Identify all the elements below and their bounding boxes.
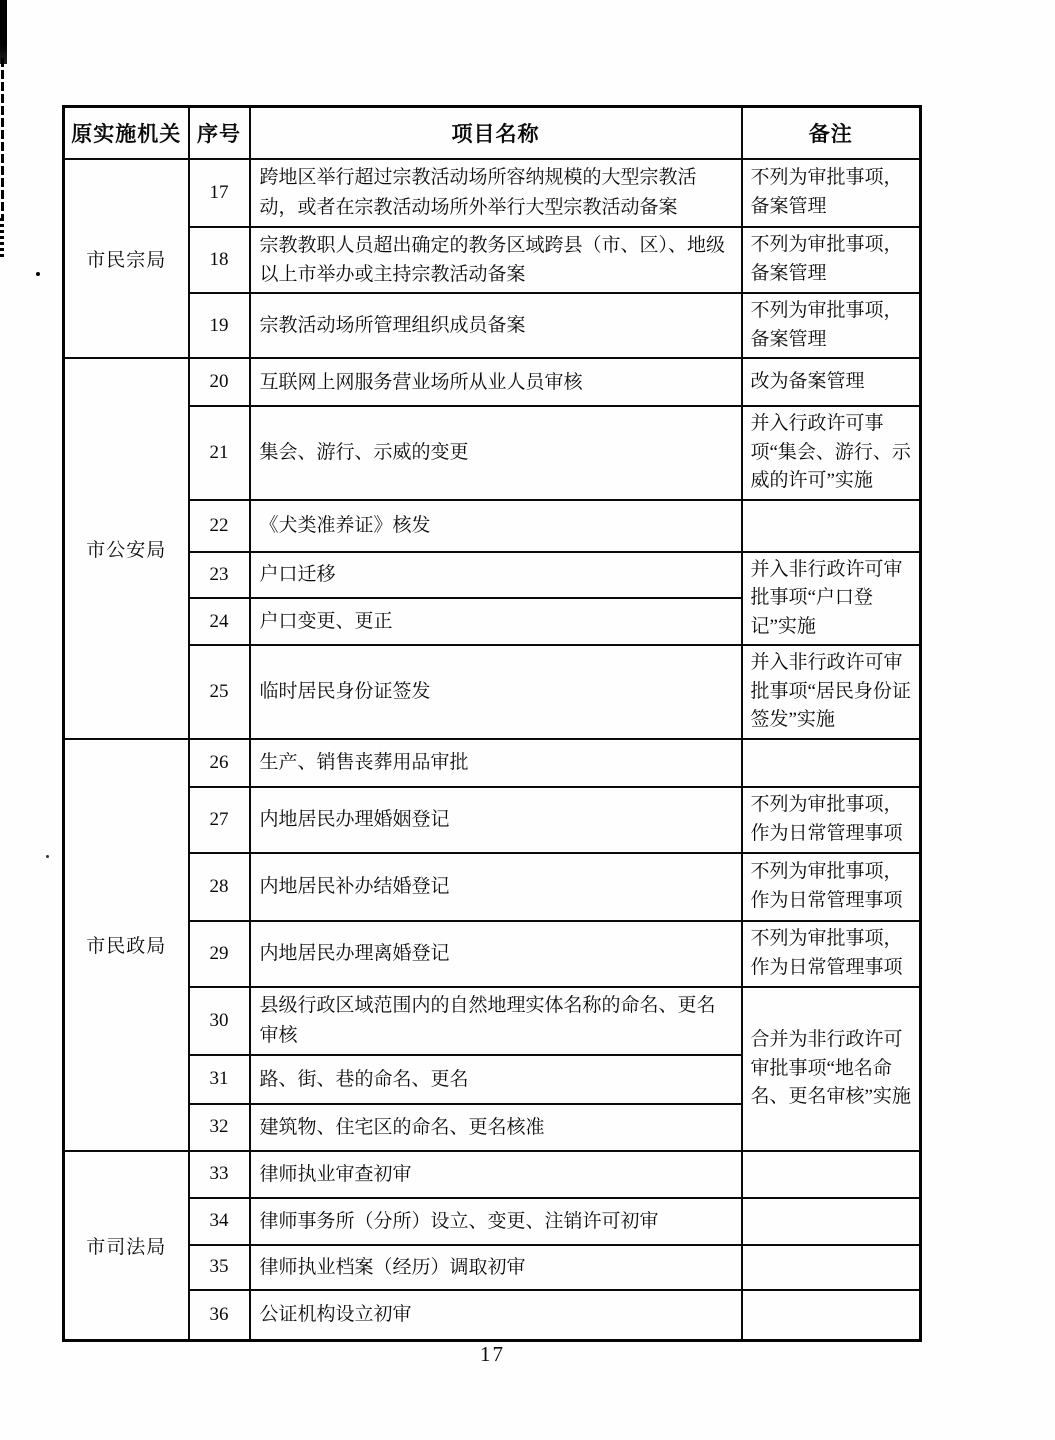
table-row [64, 358, 921, 406]
index-cell: 36 [189, 1290, 250, 1341]
index-cell: 31 [189, 1055, 250, 1104]
table-row [64, 853, 921, 921]
header-project: 项目名称 [250, 107, 742, 159]
index-cell: 34 [189, 1198, 250, 1245]
agency-cell: 市司法局 [64, 1151, 189, 1341]
scan-artifact-left-edge-tail [1, 58, 4, 218]
header-remark: 备注 [742, 107, 921, 159]
project-cell: 律师事务所（分所）设立、变更、注销许可初审 [250, 1198, 742, 1245]
table-row [64, 552, 921, 598]
agency-cell: 市民政局 [64, 739, 189, 1151]
index-cell: 32 [189, 1104, 250, 1151]
remark-cell: 不列为审批事项，作为日常管理事项 [742, 853, 921, 921]
index-cell: 29 [189, 921, 250, 987]
project-cell: 律师执业档案（经历）调取初审 [250, 1245, 742, 1290]
remark-cell [742, 1198, 921, 1245]
table-row [64, 1198, 921, 1245]
index-cell: 33 [189, 1151, 250, 1198]
remark-cell [742, 739, 921, 787]
header-no: 序号 [189, 107, 250, 159]
table-row [64, 159, 921, 227]
table-row [64, 1290, 921, 1341]
project-cell: 内地居民办理婚姻登记 [250, 787, 742, 853]
index-cell: 25 [189, 645, 250, 739]
agency-cell: 市民宗局 [64, 159, 189, 359]
index-cell: 27 [189, 787, 250, 853]
agency-cell: 市公安局 [64, 358, 189, 739]
index-cell: 17 [189, 159, 250, 227]
table-row [64, 739, 921, 787]
table-row [64, 1151, 921, 1198]
remark-cell: 并入非行政许可审批事项“居民身份证签发”实施 [742, 645, 921, 739]
index-cell: 30 [189, 987, 250, 1055]
remark-cell: 不列为审批事项，备案管理 [742, 159, 921, 227]
index-cell: 19 [189, 293, 250, 358]
project-cell: 户口迁移 [250, 552, 742, 598]
remark-cell: 不列为审批事项，作为日常管理事项 [742, 921, 921, 987]
project-cell: 临时居民身份证签发 [250, 645, 742, 739]
index-cell: 22 [189, 500, 250, 552]
index-cell: 24 [189, 598, 250, 645]
scan-artifact-left-edge [0, 0, 7, 64]
header-agency: 原实施机关 [64, 107, 189, 159]
remark-cell: 并入行政许可事项“集会、游行、示威的许可”实施 [742, 406, 921, 500]
remark-cell: 不列为审批事项，作为日常管理事项 [742, 787, 921, 853]
table-row [64, 1245, 921, 1290]
project-cell: 《犬类准养证》核发 [250, 500, 742, 552]
index-cell: 23 [189, 552, 250, 598]
index-cell: 28 [189, 853, 250, 921]
table-row [64, 406, 921, 500]
project-cell: 建筑物、住宅区的命名、更名核准 [250, 1104, 742, 1151]
table-row [64, 921, 921, 987]
remark-cell: 不列为审批事项，备案管理 [742, 293, 921, 358]
index-cell: 20 [189, 358, 250, 406]
project-cell: 宗教教职人员超出确定的教务区域跨县（市、区）、地级以上市举办或主持宗教活动备案 [250, 227, 742, 294]
index-cell: 26 [189, 739, 250, 787]
scan-artifact-left-edge-dots [0, 218, 4, 260]
project-cell: 跨地区举行超过宗教活动场所容纳规模的大型宗教活动，或者在宗教活动场所外举行大型宗教活动备案 [250, 159, 742, 227]
project-cell: 内地居民补办结婚登记 [250, 853, 742, 921]
project-cell: 集会、游行、示威的变更 [250, 406, 742, 500]
table-row [64, 787, 921, 853]
table-row [64, 227, 921, 294]
remark-cell [742, 1290, 921, 1341]
remark-cell [742, 1245, 921, 1290]
table-header-row [64, 107, 921, 159]
scan-artifact-speck [46, 855, 49, 858]
project-cell: 县级行政区域范围内的自然地理实体名称的命名、更名审核 [250, 987, 742, 1055]
table-row [64, 987, 921, 1055]
project-cell: 内地居民办理离婚登记 [250, 921, 742, 987]
remark-cell-merged: 合并为非行政许可审批事项“地名命名、更名审核”实施 [742, 987, 921, 1151]
remark-cell-merged: 并入非行政许可审批事项“户口登记”实施 [742, 552, 921, 646]
project-cell: 路、街、巷的命名、更名 [250, 1055, 742, 1104]
project-cell: 户口变更、更正 [250, 598, 742, 645]
approval-items-table [62, 105, 922, 1342]
index-cell: 35 [189, 1245, 250, 1290]
remark-cell [742, 500, 921, 552]
scan-artifact-speck [36, 272, 40, 276]
project-cell: 生产、销售丧葬用品审批 [250, 739, 742, 787]
table-row [64, 645, 921, 739]
table-row [64, 293, 921, 358]
project-cell: 宗教活动场所管理组织成员备案 [250, 293, 742, 358]
index-cell: 18 [189, 227, 250, 294]
project-cell: 互联网上网服务营业场所从业人员审核 [250, 358, 742, 406]
table-row [64, 500, 921, 552]
remark-cell: 改为备案管理 [742, 358, 921, 406]
project-cell: 律师执业审查初审 [250, 1151, 742, 1198]
index-cell: 21 [189, 406, 250, 500]
project-cell: 公证机构设立初审 [250, 1290, 742, 1341]
page-number: 17 [480, 1342, 505, 1366]
remark-cell [742, 1151, 921, 1198]
remark-cell: 不列为审批事项，备案管理 [742, 227, 921, 294]
